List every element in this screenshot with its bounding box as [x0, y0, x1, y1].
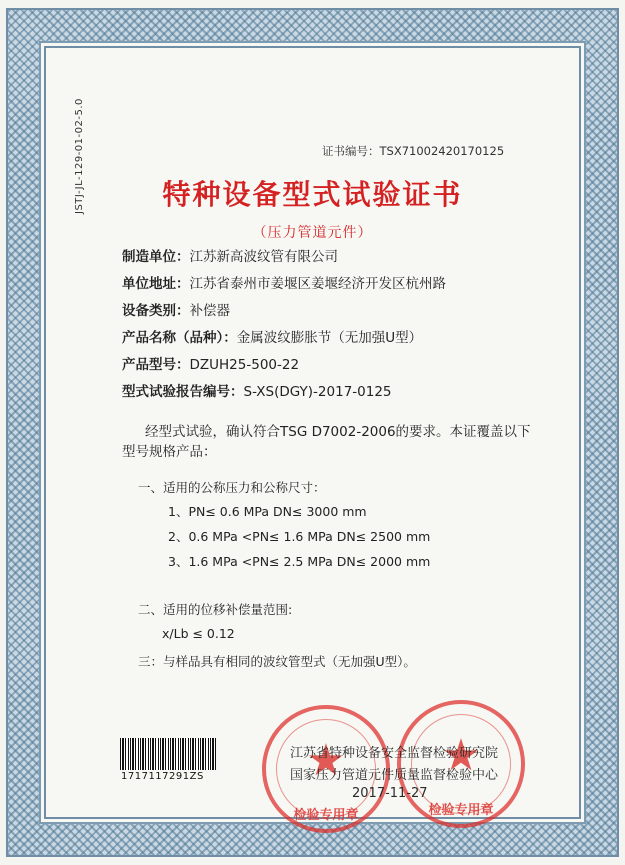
field-label: 单位地址：: [122, 276, 190, 292]
issuer-line-1: 江苏省特种设备安全监督检验研究院: [290, 746, 499, 761]
barcode: [120, 738, 216, 770]
issuer-line-2: 国家压力管道元件质量监督检验中心: [290, 768, 499, 783]
field-value: S-XS(DGY)-2017-0125: [243, 384, 392, 400]
field-manufacturer: [122, 245, 338, 265]
certificate-title: 特种设备型式试验证书: [162, 178, 463, 211]
field-label: 产品名称（品种）：: [122, 330, 237, 346]
section-2-heading: 二、适用的位移补偿量范围:: [138, 602, 293, 617]
field-value: 江苏新高波纹管有限公司: [189, 249, 338, 265]
field-label: 制造单位：: [122, 249, 190, 265]
seal-label: 检验专用章: [428, 803, 494, 818]
certificate-number: 证书编号：TSX71002420170125: [322, 144, 505, 158]
section-1-item-1: 1、PN≤ 0.6 MPa DN≤ 3000 mm: [168, 504, 367, 519]
field-address: [122, 272, 446, 292]
certificate-subtitle: （压力管道元件）: [252, 225, 373, 241]
section-1-heading: 一、适用的公称压力和公称尺寸：: [138, 480, 326, 495]
statement-line-1: 经型式试验，确认符合TSG D7002-2006的要求。本证覆盖以下: [145, 424, 531, 440]
section-1-item-2: 2、0.6 MPa <PN≤ 1.6 MPa DN≤ 2500 mm: [168, 529, 431, 544]
field-label: 设备类别：: [122, 303, 190, 319]
field-value: 江苏省泰州市姜堰区姜堰经济开发区杭州路: [189, 276, 446, 292]
field-product-name: [122, 326, 422, 346]
section-1-item-3: 3、1.6 MPa <PN≤ 2.5 MPa DN≤ 2000 mm: [168, 554, 431, 569]
barcode-number: 1717117291ZS: [121, 771, 204, 782]
side-document-code: JSTJ-JL-129-01-02-5.0: [74, 98, 85, 214]
issue-date: 2017-11-27: [352, 786, 428, 801]
field-value: DZUH25-500-22: [189, 357, 300, 373]
field-label: 产品型号：: [122, 357, 190, 373]
field-value: 补偿器: [189, 303, 230, 319]
field-value: 金属波纹膨胀节（无加强U型）: [236, 330, 423, 346]
field-model: [122, 353, 299, 373]
field-label: 型式试验报告编号：: [122, 384, 244, 400]
star-icon: ★: [306, 735, 346, 786]
statement-line-2: 型号规格产品：: [122, 444, 217, 460]
field-category: [122, 299, 230, 319]
seal-label: 检验专用章: [293, 808, 359, 823]
star-icon: ★: [441, 730, 481, 781]
field-report-number: [122, 380, 392, 400]
section-2-value: x/Lb ≤ 0.12: [162, 626, 235, 641]
section-3-text: 三：与样品具有相同的波纹管型式（无加强U型）。: [138, 654, 416, 669]
